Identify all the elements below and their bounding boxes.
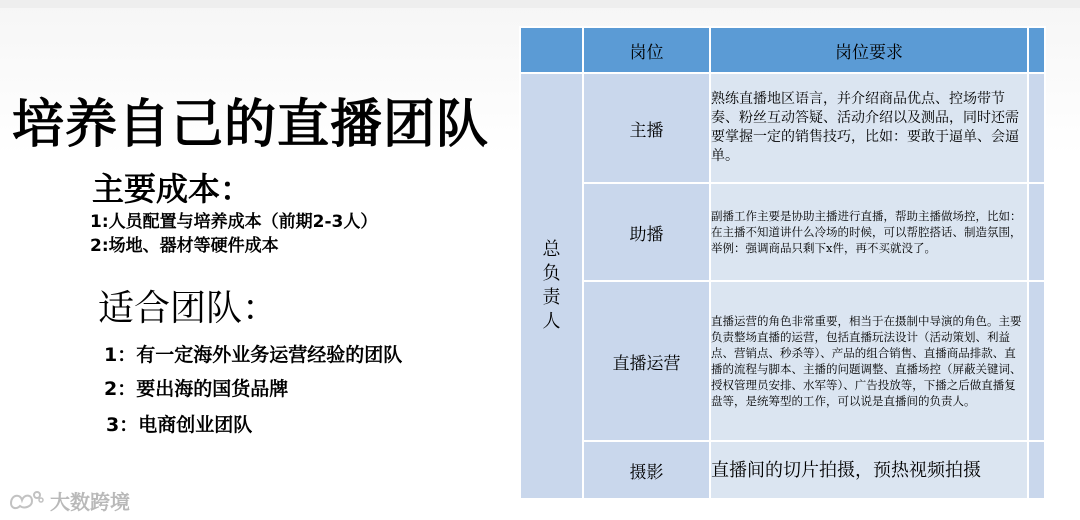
cost-item: 2:场地、器材等硬件成本 <box>90 236 279 256</box>
role-cell: 主播 <box>583 73 710 183</box>
watermark-text: 大数跨境 <box>50 490 130 514</box>
role-cell: 直播运营 <box>583 281 710 441</box>
page-title: 培养自己的直播团队 <box>12 95 490 155</box>
requirement-cell <box>710 183 1028 281</box>
requirement-cell <box>710 281 1028 441</box>
table-row <box>520 73 1045 183</box>
table-row <box>520 441 1045 499</box>
tail-cell <box>1028 281 1045 441</box>
costs-heading: 主要成本： <box>92 170 253 208</box>
requirement-text: 直播运营的角色非常重要，相当于在摄制中导演的角色。主要负责整场直播的运营，包括直播玩法设计（活动策划、利益点、营销点、秒杀等）、产品的组合销售、直播商品排款、直播的流程与脚本、主播的问题调整、直播场控（屏蔽关键词、授权管理员安排、水军等）、广告投放等，下播之后做直播复盘等，是统筹型的工作，可以说是直播间的负责人。 <box>711 314 1022 408</box>
tail-cell <box>1028 183 1045 281</box>
table-header-blank <box>520 27 583 73</box>
requirement-cell <box>710 441 1028 499</box>
requirement-text: 熟练直播地区语言，并介绍商品优点、控场带节奏、粉丝互动答疑、活动介绍以及测品，同时还需要掌握一定的销售技巧，比如：要敢于逼单、会逼单。 <box>711 91 1019 164</box>
top-strip <box>0 0 1080 8</box>
tail-cell <box>1028 73 1045 183</box>
roles-table-wrap <box>519 26 1044 496</box>
team-heading: 适合团队： <box>98 288 279 329</box>
watermark-logo-icon <box>8 489 44 513</box>
table-header-role: 岗位 <box>583 27 710 73</box>
table-header-row <box>520 27 1045 73</box>
table-header-tail <box>1028 27 1045 73</box>
owner-label: 总 负 责 人 <box>542 239 561 332</box>
role-cell: 助播 <box>583 183 710 281</box>
requirement-text: 副播工作主要是协助主播进行直播，帮助主播做场控，比如：在主播不知道讲什么冷场的时候，可以帮腔搭话、制造氛围，举例：强调商品只剩下x件，再不买就没了。 <box>711 209 1022 255</box>
table-row <box>520 281 1045 441</box>
cost-item: 1:人员配置与培养成本（前期2-3人） <box>90 212 378 232</box>
roles-table <box>519 26 1046 500</box>
table-header-requirement: 岗位要求 <box>710 27 1028 73</box>
team-item: 1：有一定海外业务运营经验的团队 <box>104 344 403 366</box>
team-item: 3：电商创业团队 <box>106 414 253 436</box>
role-cell: 摄影 <box>583 441 710 499</box>
watermark <box>8 486 130 515</box>
requirement-text: 直播间的切片拍摄，预热视频拍摄 <box>711 459 981 481</box>
table-row <box>520 183 1045 281</box>
tail-cell <box>1028 441 1045 499</box>
owner-cell <box>520 73 583 499</box>
team-item: 2：要出海的国货品牌 <box>104 378 289 400</box>
requirement-cell <box>710 73 1028 183</box>
